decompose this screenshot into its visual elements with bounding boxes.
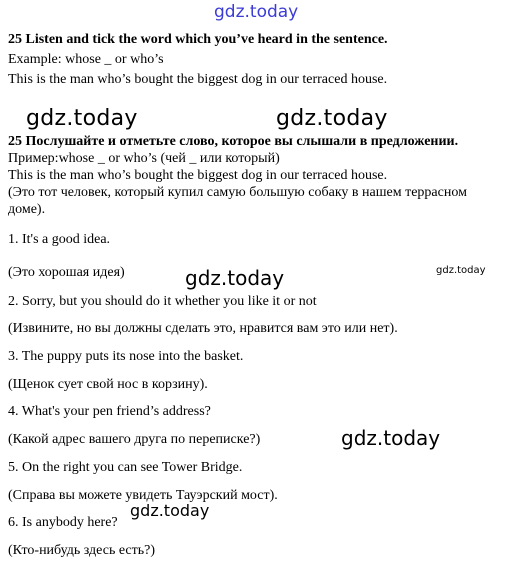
item-3-en: 3. The puppy puts its nose into the basket.	[8, 349, 244, 364]
item-3-ru: (Щенок сует свой нос в корзину).	[8, 377, 208, 392]
item-4-en: 4. What's your pen friend’s address?	[8, 404, 211, 419]
watermark-left: gdz.today	[26, 106, 138, 131]
exercise-heading-ru: 25 Послушайте и отметьте слово, которое вы слышали в предложении.	[8, 134, 459, 149]
example-sentence-en: This is the man who’s bought the biggest dog in our terraced house.	[8, 72, 388, 87]
watermark-right: gdz.today	[276, 106, 388, 131]
example-sentence-ru: This is the man who’s bought the biggest dog in our terraced house.	[8, 168, 388, 183]
item-2-en: 2. Sorry, but you should do it whether you like it or not	[8, 294, 317, 309]
translation-line-2: доме).	[8, 202, 46, 217]
example-line-en: Example: whose _ or who’s	[8, 52, 164, 67]
item-2-ru: (Извините, но вы должны сделать это, нравится вам это или нет).	[8, 321, 398, 336]
watermark-small: gdz.today	[436, 265, 486, 276]
exercise-heading-en: 25 Listen and tick the word which you’ve heard in the sentence.	[8, 32, 388, 47]
translation-line-1: (Это тот человек, который купил самую большую собаку в нашем террасном	[8, 185, 467, 200]
item-4-ru: (Какой адрес вашего друга по переписке?)	[8, 432, 261, 447]
watermark-bottom: gdz.today	[130, 501, 210, 520]
example-line-ru: Пример:whose _ or who’s (чей _ или который)	[8, 151, 280, 166]
item-1-en: 1. It's a good idea.	[8, 232, 111, 247]
watermark-middle: gdz.today	[185, 266, 285, 290]
watermark-lower-right: gdz.today	[341, 426, 441, 450]
item-6-ru: (Кто-нибудь здесь есть?)	[8, 543, 155, 558]
item-5-ru: (Справа вы можете увидеть Тауэрский мост).	[8, 488, 278, 503]
watermark-top: gdz.today	[214, 2, 299, 22]
item-1-ru: (Это хорошая идея)	[8, 265, 125, 280]
item-6-en: 6. Is anybody here?	[8, 515, 118, 530]
item-5-en: 5. On the right you can see Tower Bridge.	[8, 460, 243, 475]
